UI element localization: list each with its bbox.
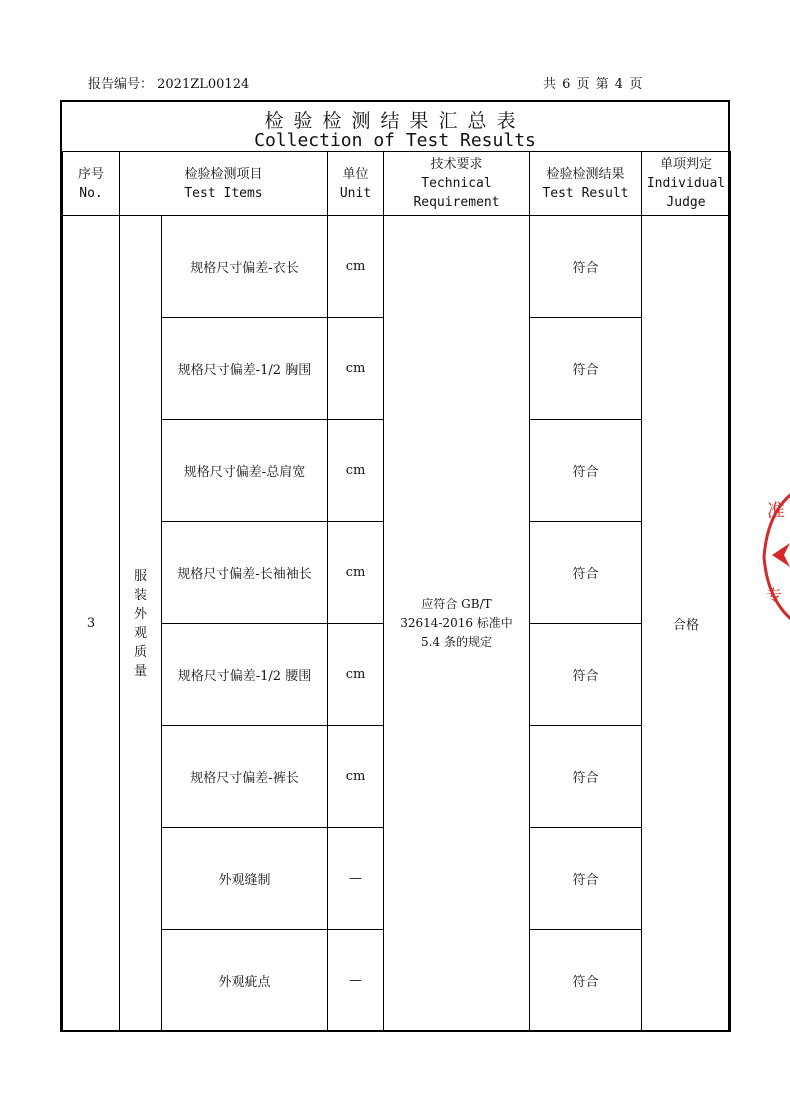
item-name: 外观缝制	[162, 828, 328, 930]
header-unit: 单位 Unit	[328, 152, 384, 216]
item-result: 符合	[530, 216, 642, 318]
stamp-char-1: 准	[767, 501, 785, 522]
title-english: Collection of Test Results	[254, 130, 536, 151]
results-sheet	[60, 100, 730, 1032]
group-number: 3	[63, 216, 120, 1032]
results-table	[62, 151, 731, 1032]
header-test-items: 检验检测项目 Test Items	[120, 152, 328, 216]
page-info: 共 6 页 第 4 页	[543, 77, 643, 92]
item-unit: cm	[328, 522, 384, 624]
title-chinese: 检验检测结果汇总表	[264, 110, 526, 132]
item-name: 规格尺寸偏差-衣长	[162, 216, 328, 318]
item-name: 外观疵点	[162, 930, 328, 1032]
item-result: 符合	[530, 930, 642, 1032]
requirement-cell: 应符合 GB/T 32614-2016 标准中 5.4 条的规定	[384, 216, 530, 1032]
header-no: 序号 No.	[63, 152, 120, 216]
red-seal-stamp	[762, 485, 790, 630]
item-name: 规格尺寸偏差-总肩宽	[162, 420, 328, 522]
header-row	[63, 152, 731, 216]
item-unit: cm	[328, 318, 384, 420]
item-unit: cm	[328, 216, 384, 318]
item-name: 规格尺寸偏差-1/2 胸围	[162, 318, 328, 420]
header-judge: 单项判定 Individual Judge	[642, 152, 731, 216]
header-requirement: 技术要求 Technical Requirement	[384, 152, 530, 216]
item-unit: —	[328, 930, 384, 1032]
item-result: 符合	[530, 420, 642, 522]
item-name: 规格尺寸偏差-长袖袖长	[162, 522, 328, 624]
table-row	[63, 216, 731, 318]
item-name: 规格尺寸偏差-裤长	[162, 726, 328, 828]
item-unit: cm	[328, 726, 384, 828]
item-unit: —	[328, 828, 384, 930]
item-result: 符合	[530, 318, 642, 420]
item-result: 符合	[530, 828, 642, 930]
individual-judgement: 合格	[642, 216, 731, 1032]
item-result: 符合	[530, 726, 642, 828]
category-cell: 服 装 外 观 质 量	[120, 216, 162, 1032]
item-result: 符合	[530, 624, 642, 726]
stamp-char-2: 专	[766, 586, 783, 605]
item-result: 符合	[530, 522, 642, 624]
item-name: 规格尺寸偏差-1/2 腰围	[162, 624, 328, 726]
stamp-star-icon	[772, 543, 790, 567]
item-unit: cm	[328, 420, 384, 522]
item-unit: cm	[328, 624, 384, 726]
report-number: 报告编号： 2021ZL00124	[88, 77, 250, 92]
header-test-result: 检验检测结果 Test Result	[530, 152, 642, 216]
